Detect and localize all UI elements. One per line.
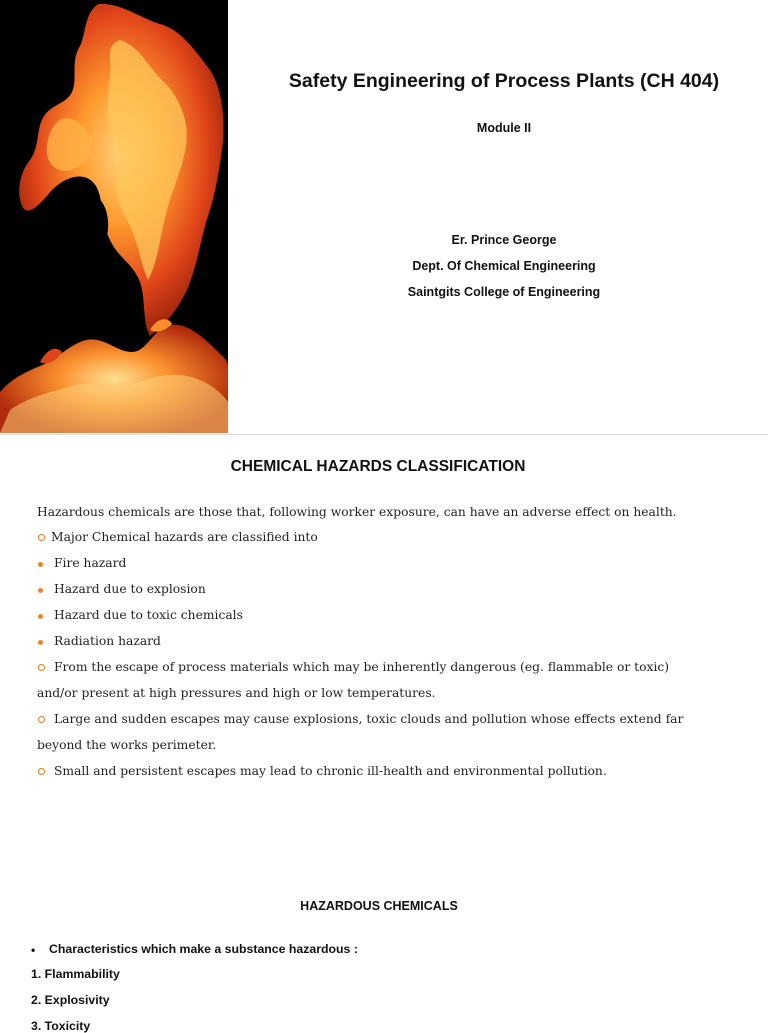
list-item: 1. Flammability [31, 967, 120, 981]
point3-text: Small and persistent escapes may lead to chronic ill-health and environmental pollution. [54, 764, 607, 778]
list-item: 3. Toxicity [31, 1019, 91, 1033]
slide-heading: HAZARDOUS CHEMICALS [300, 899, 458, 913]
slide-divider [0, 434, 768, 435]
intro-paragraph: Hazardous chemicals are those that, following worker exposure, can have an adverse effect on health. [37, 505, 677, 519]
fire-flames-image [0, 0, 228, 433]
dot-bullet-icon [38, 614, 43, 619]
author-name: Er. Prince George [451, 233, 557, 247]
bullet-icon: • [31, 943, 36, 957]
list-item: 2. Explosivity [31, 993, 110, 1007]
slide-heading: CHEMICAL HAZARDS CLASSIFICATION [230, 458, 526, 475]
title-slide [0, 0, 768, 434]
sub-item-explosion: Hazard due to explosion [54, 582, 206, 596]
point1-line2: and/or present at high pressures and high or low temperatures. [37, 686, 436, 700]
main-bullet-text: Major Chemical hazards are classified into [51, 530, 318, 544]
ring-bullet-icon [38, 768, 45, 775]
department-name: Dept. Of Chemical Engineering [412, 259, 596, 273]
sub-item-fire: Fire hazard [54, 556, 127, 570]
module-label: Module II [476, 121, 532, 135]
point2-line1: Large and sudden escapes may cause explosions, toxic clouds and pollution whose effects extend far [54, 712, 684, 726]
ring-bullet-icon [38, 534, 45, 541]
ring-bullet-icon [38, 716, 45, 723]
sub-item-radiation: Radiation hazard [54, 634, 161, 648]
dot-bullet-icon [38, 562, 43, 567]
characteristics-intro: Characteristics which make a substance hazardous : [49, 942, 358, 956]
sub-item-toxic: Hazard due to toxic chemicals [54, 608, 243, 622]
dot-bullet-icon [38, 588, 43, 593]
dot-bullet-icon [38, 640, 43, 645]
point2-line2: beyond the works perimeter. [37, 738, 217, 752]
presentation-title: Safety Engineering of Process Plants (CH 404) [288, 70, 720, 92]
college-name: Saintgits College of Engineering [407, 285, 601, 299]
ring-bullet-icon [38, 664, 45, 671]
point1-line1: From the escape of process materials which may be inherently dangerous (eg. flammable or toxic) [54, 660, 670, 674]
